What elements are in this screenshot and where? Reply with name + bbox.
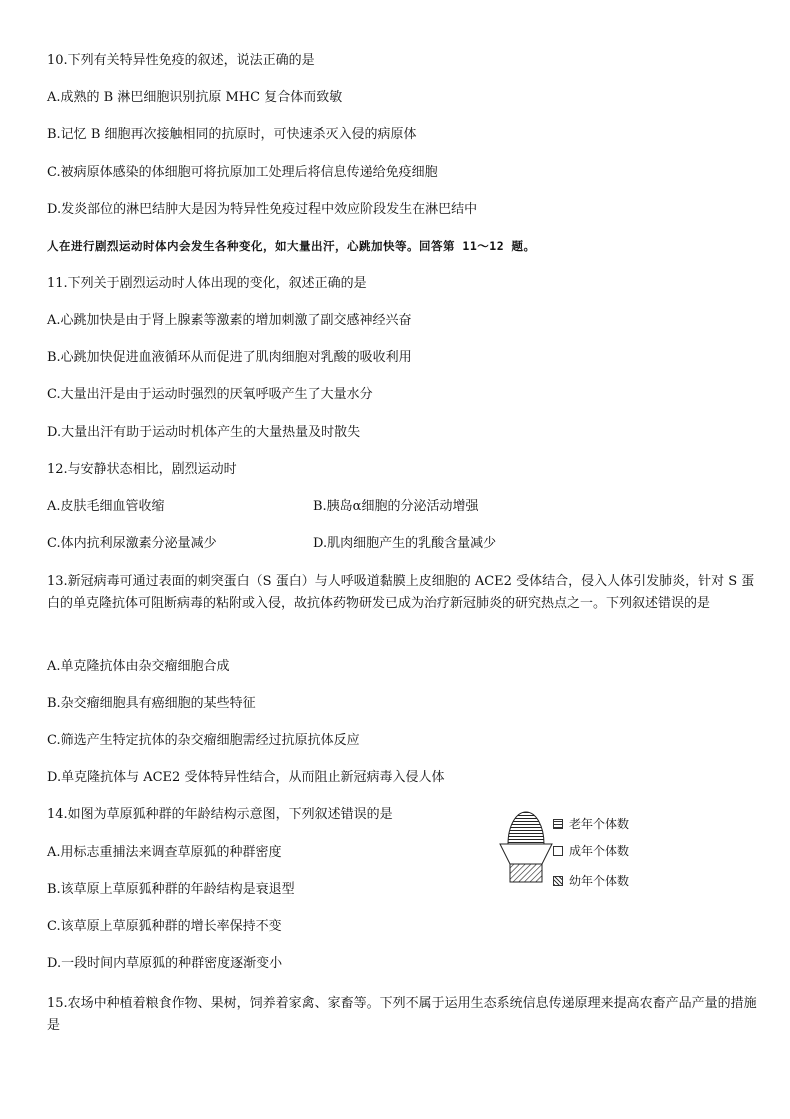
q12-option-c: C.体内抗利尿激素分泌量减少 bbox=[47, 536, 217, 551]
young-swatch-icon bbox=[553, 876, 563, 886]
q11-option-b: B.心跳加快促进血液循环从而促进了肌肉细胞对乳酸的吸收利用 bbox=[47, 350, 412, 365]
q14-stem: 14.如图为草原狐种群的年龄结构示意图，下列叙述错误的是 bbox=[47, 807, 393, 822]
adult-layer bbox=[500, 844, 552, 864]
q13-option-a: A.单克隆抗体由杂交瘤细胞合成 bbox=[47, 659, 230, 674]
q13-option-c: C.筛选产生特定抗体的杂交瘤细胞需经过抗原抗体反应 bbox=[47, 733, 360, 748]
q11-option-c: C.大量出汗是由于运动时强烈的厌氧呼吸产生了大量水分 bbox=[47, 387, 373, 402]
q10-stem: 10.下列有关特异性免疫的叙述，说法正确的是 bbox=[47, 53, 315, 68]
legend-young bbox=[553, 873, 629, 889]
q11-option-a: A.心跳加快是由于肾上腺素等激素的增加刺激了副交感神经兴奋 bbox=[47, 313, 412, 328]
q10-option-b: B.记忆 B 细胞再次接触相同的抗原时，可快速杀灭入侵的病原体 bbox=[47, 127, 417, 142]
young-layer bbox=[510, 864, 542, 882]
q10-option-d: D.发炎部位的淋巴结肿大是因为特异性免疫过程中效应阶段发生在淋巴结中 bbox=[47, 202, 478, 217]
q14-option-a: A.用标志重捕法来调查草原狐的种群密度 bbox=[47, 845, 282, 860]
legend-adult bbox=[553, 843, 629, 859]
q12-option-a: A.皮肤毛细血管收缩 bbox=[47, 499, 165, 514]
q12-option-d: D.肌肉细胞产生的乳酸含量减少 bbox=[313, 536, 497, 551]
legend-old bbox=[553, 816, 629, 832]
q12-option-b: B.胰岛α细胞的分泌活动增强 bbox=[313, 499, 479, 514]
adult-swatch-icon bbox=[553, 846, 563, 856]
legend-young-label: 幼年个体数 bbox=[569, 874, 630, 888]
q15-stem: 15.农场中种植着粮食作物、果树，饲养着家禽、家畜等。下列不属于运用生态系统信息传递原理来提高农畜产品产量的措施是 bbox=[47, 996, 757, 1033]
q14-option-b: B.该草原上草原狐种群的年龄结构是衰退型 bbox=[47, 882, 295, 897]
q11-option-d: D.大量出汗有助于运动时机体产生的大量热量及时散失 bbox=[47, 425, 361, 440]
q11-stem: 11.下列关于剧烈运动时人体出现的变化，叙述正确的是 bbox=[47, 276, 367, 291]
q13-option-d: D.单克隆抗体与 ACE2 受体特异性结合，从而阻止新冠病毒入侵人体 bbox=[47, 770, 445, 785]
old-swatch-icon bbox=[553, 819, 563, 829]
q13-stem: 13.新冠病毒可通过表面的刺突蛋白（S 蛋白）与人呼吸道黏膜上皮细胞的 ACE2 受体结合，侵入人体引发肺炎，针对 S 蛋白的单克隆抗体可阻断病毒的粘附或入侵，故抗体药物研发已成为治疗新冠肺炎的研究热点之一。下列叙述错误的是 bbox=[47, 574, 755, 611]
legend-old-label: 老年个体数 bbox=[569, 817, 630, 831]
q13-option-b: B.杂交瘤细胞具有癌细胞的某些特征 bbox=[47, 696, 256, 711]
q10-option-a: A.成熟的 B 淋巴细胞识别抗原 MHC 复合体而致敏 bbox=[47, 90, 343, 105]
q12-stem: 12.与安静状态相比，剧烈运动时 bbox=[47, 462, 237, 477]
legend-adult-label: 成年个体数 bbox=[569, 844, 630, 858]
q10-option-c: C.被病原体感染的体细胞可将抗原加工处理后将信息传递给免疫细胞 bbox=[47, 165, 438, 180]
old-age-layer bbox=[508, 812, 544, 844]
intro-11-12: 人在进行剧烈运动时体内会发生各种变化，如大量出汗，心跳加快等。回答第 11～12 题。 bbox=[47, 239, 536, 253]
q14-option-d: D.一段时间内草原狐的种群密度逐渐变小 bbox=[47, 956, 283, 971]
q14-option-c: C.该草原上草原狐种群的增长率保持不变 bbox=[47, 919, 282, 934]
